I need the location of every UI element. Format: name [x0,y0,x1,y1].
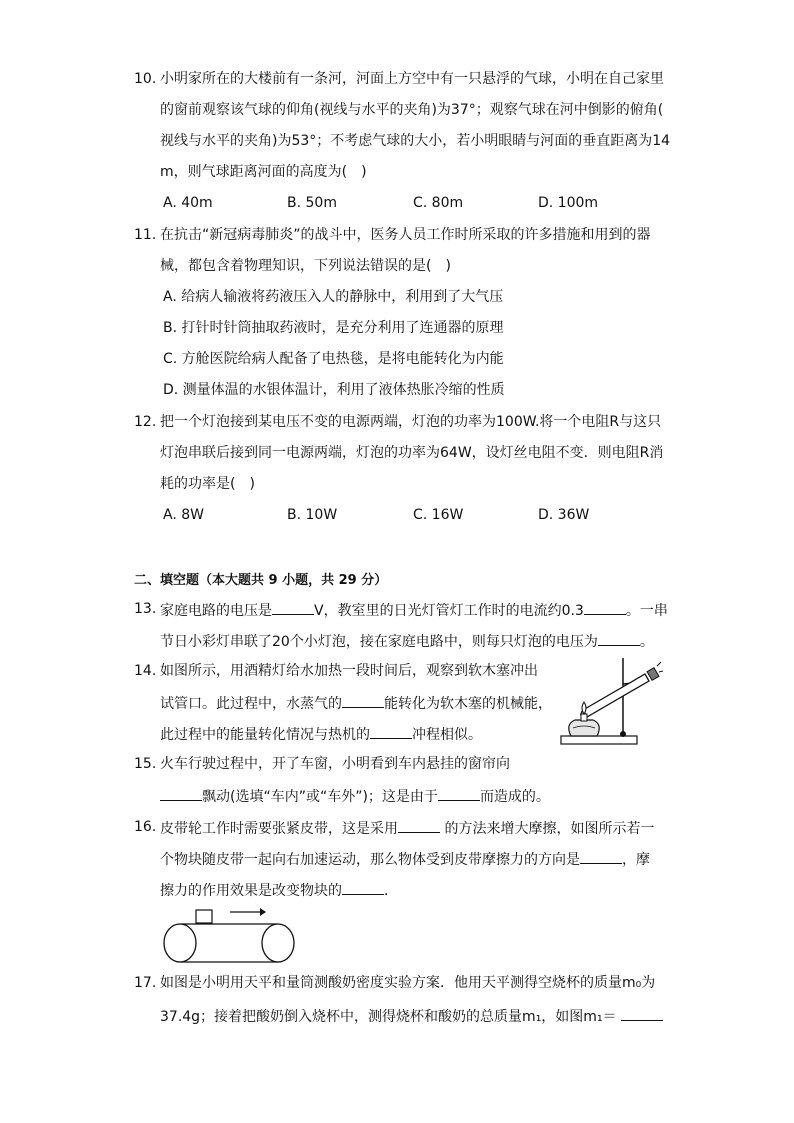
question-text: 把一个灯泡接到某电压不变的电源两端，灯泡的功率为100W.将一个电阻R与这只 [160,414,662,430]
section-heading: 二、填空题（本大题共 9 小题，共 29 分） [134,573,388,588]
question-text [160,818,654,838]
text-segment: 37.4g；接着把酸奶倒入烧杯中，测得烧杯和酸奶的总质量m₁，如图m₁＝ [160,1009,617,1025]
option-a: A. 给病人输液将药液压入人的静脉中，利用到了大气压 [163,289,504,305]
question-text: 的窗前观察该气球的仰角(视线与水平的夹角)为37°；观察气球在河中倒影的俯角( [160,102,664,118]
answer-blank[interactable] [342,693,384,708]
option-c: C. 方舱医院给病人配备了电热毯，是将电能转化为内能 [163,351,504,367]
option-a: A. 40m [163,195,213,211]
text-segment: 皮带轮工作时需要张紧皮带，这是采用 [160,821,398,837]
text-segment: 冲程相似。 [412,727,482,743]
answer-blank[interactable] [584,600,626,615]
answer-blank[interactable] [272,600,314,615]
question-number: 13. [134,601,157,617]
question-number: 16. [134,819,157,835]
question-number: 12. [134,414,157,430]
text-segment: ，摩 [622,852,650,868]
question-text: 械，都包含着物理知识，下列说法错误的是( ) [160,258,451,274]
text-segment: 家庭电路的电压是 [160,603,272,619]
question-text [160,1006,663,1026]
question-text: 灯泡串联后接到同一电源两端，灯泡的功率为64W，设灯丝电阻不变．则电阻R消 [160,445,664,461]
answer-blank[interactable] [160,786,202,801]
option-d: D. 测量体温的水银体温计，利用了液体热胀冷缩的性质 [163,382,505,398]
question-text: m，则气球距离河面的高度为( ) [160,164,367,180]
text-segment: 而造成的。 [479,789,550,805]
answer-blank[interactable] [342,880,384,895]
question-text: 在抗击“新冠病毒肺炎”的战斗中，医务人员工作时所采取的许多措施和用到的器 [160,227,651,243]
question-text [160,600,668,620]
option-d: D. 36W [538,507,590,523]
option-c: C. 80m [413,195,464,211]
question-text: 火车行驶过程中，开了车窗，小明看到车内悬挂的窗帘向 [160,756,510,772]
question-text [160,880,398,900]
text-segment: 试管口。此过程中，水蒸气的 [160,696,342,712]
text-segment: 擦力的作用效果是改变物块的 [160,883,342,899]
question-text: 小明家所在的大楼前有一条河，河面上方空中有一只悬浮的气球，小明在自己家里 [160,71,664,87]
answer-blank[interactable] [370,724,412,739]
belt-pulley-figure [160,904,300,966]
question-text: 如图是小明用天平和量筒测酸奶密度实验方案．他用天平测得空烧杯的质量m₀为 [160,975,656,991]
text-segment: ． [384,883,398,899]
text-segment: 节日小彩灯串联了20个小灯泡，接在家庭电路中，则每只灯泡的电压为 [160,634,598,650]
option-b: B. 50m [287,195,337,211]
question-text [160,631,654,651]
question-number: 17. [134,975,157,991]
option-d: D. 100m [538,195,599,211]
question-number: 10. [134,71,157,87]
question-number: 14. [134,663,157,679]
question-number: 15. [134,756,157,772]
answer-blank[interactable] [621,1006,663,1021]
answer-blank[interactable] [398,818,440,833]
question-text [160,786,550,806]
text-segment: 个物块随皮带一起向右加速运动，那么物体受到皮带摩擦力的方向是 [160,852,580,868]
text-segment: 。 [639,634,654,650]
text-segment: 。一串 [625,603,668,619]
text-segment: 能转化为软木塞的机械能， [384,696,552,712]
answer-blank[interactable] [438,786,480,801]
option-b: B. 10W [287,507,338,523]
question-text: 视线与水平的夹角)为53°；不考虑气球的大小，若小明眼睛与河面的垂直距离为14 [160,133,671,149]
question-text: 如图所示，用酒精灯给水加热一段时间后，观察到软木塞冲出 [160,663,538,679]
text-segment: V，教室里的日光灯管灯工作时的电流约0.3 [314,603,584,619]
answer-blank[interactable] [580,849,622,864]
answer-blank[interactable] [598,631,640,646]
question-text [160,693,552,713]
question-text: 耗的功率是( ) [160,476,255,492]
test-tube-heating-figure [553,652,663,748]
option-a: A. 8W [163,507,204,523]
text-segment: 此过程中的能量转化情况与热机的 [160,727,370,743]
option-b: B. 打针时针筒抽取药液时，是充分利用了连通器的原理 [163,320,504,336]
question-text [160,724,482,744]
text-segment: 飘动(选填“车内”或“车外”)；这是由于 [202,789,438,805]
option-c: C. 16W [413,507,464,523]
question-number: 11. [134,227,157,243]
question-text [160,849,650,869]
text-segment: 的方法来增大摩擦，如图所示若一 [440,821,655,837]
